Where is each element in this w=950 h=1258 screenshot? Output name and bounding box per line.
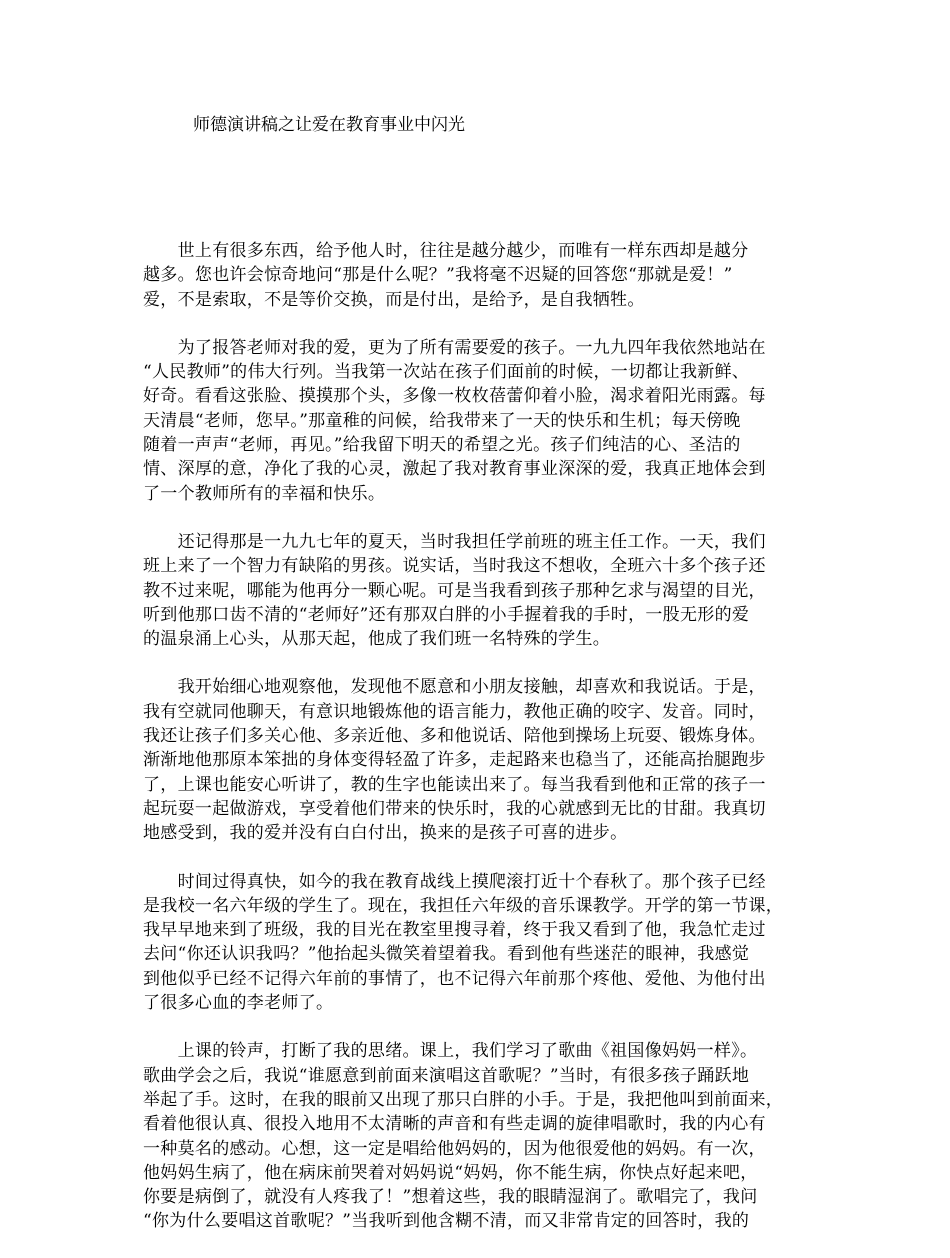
text-line: 了，上课也能安心听讲了，教的生字也能读出来了。每当我看到他和正常的孩子一 — [143, 774, 766, 795]
paragraph — [143, 336, 819, 506]
text-line: 还记得那是一九九七年的夏天，当时我担任学前班的班主任工作。一天，我们 — [143, 531, 766, 552]
text-line: 听到他那口齿不清的“老师好”还有那双白胖的小手握着我的手时，一股无形的爱 — [143, 604, 750, 625]
text-line: 我开始细心地观察他，发现他不愿意和小朋友接触，却喜欢和我说话。于是， — [143, 677, 766, 698]
text-line: 了一个教师所有的幸福和快乐。 — [143, 483, 386, 504]
paragraph — [143, 239, 819, 312]
paragraph — [143, 1039, 819, 1233]
text-line: 渐渐地他那原本笨拙的身体变得轻盈了许多，走起路来也稳当了，还能高抬腿跑步 — [143, 750, 766, 771]
document-title: 师德演讲稿之让爱在教育事业中闪光 — [193, 115, 465, 135]
text-line: “人民教师”的伟大行列。当我第一次站在孩子们面前的时候，一切都让我新鲜、 — [143, 362, 750, 383]
text-line: “你为什么要唱这首歌呢？”当我听到他含糊不清，而又非常肯定的回答时，我的 — [143, 1211, 750, 1232]
text-line: 好奇。看看这张脸、摸摸那个头，多像一枚枚蓓蕾仰着小脸，渴求着阳光雨露。每 — [143, 386, 766, 407]
paragraph — [143, 530, 819, 651]
text-line: 起玩耍一起做游戏，享受着他们带来的快乐时，我的心就感到无比的甘甜。我真切 — [143, 798, 766, 819]
text-line: 爱，不是索取，不是等价交换，而是付出，是给予，是自我牺牲。 — [143, 289, 645, 310]
paragraph — [143, 870, 819, 1016]
text-line: 班上来了一个智力有缺陷的男孩。说实话，当时我这不想收，全班六十多个孩子还 — [143, 556, 766, 577]
document-body — [143, 239, 819, 1258]
text-line: 越多。您也许会惊奇地问“那是什么呢？”我将毫不迟疑的回答您“那就是爱！” — [143, 265, 733, 286]
text-line: 时间过得真快，如今的我在教育战线上摸爬滚打近十个春秋了。那个孩子已经 — [143, 871, 766, 892]
text-line: 上课的铃声，打断了我的思绪。课上，我们学习了歌曲《祖国像妈妈一样》。 — [143, 1041, 758, 1062]
text-line: 我早早地来到了班级，我的目光在教室里搜寻着，终于我又看到了他，我急忙走过 — [143, 920, 766, 941]
text-line: 看着他很认真、很投入地用不太清晰的声音和有些走调的旋律唱歌时，我的内心有 — [143, 1114, 766, 1135]
text-line: 举起了手。这时，在我的眼前又出现了那只白胖的小手。于是，我把他叫到前面来， — [143, 1089, 784, 1110]
text-line: 你要是病倒了，就没有人疼我了！”想着这些，我的眼睛湿润了。歌唱完了，我问 — [143, 1187, 758, 1208]
text-line: 到他似乎已经不记得六年前的事情了，也不记得六年前那个疼他、爱他、为他付出 — [143, 968, 766, 989]
text-line: 随着一声声“老师，再见。”给我留下明天的希望之光。孩子们纯洁的心、圣洁的 — [143, 435, 741, 456]
text-line: 天清晨“老师，您早。”那童稚的问候，给我带来了一天的快乐和生机；每天傍晚 — [143, 410, 741, 431]
text-line: 了很多心血的李老师了。 — [143, 993, 334, 1014]
text-line: 的温泉涌上心头，从那天起，他成了我们班一名特殊的学生。 — [143, 629, 611, 650]
text-line: 他妈妈生病了，他在病床前哭着对妈妈说“妈妈，你不能生病，你快点好起来吧， — [143, 1162, 758, 1183]
text-line: 一种莫名的感动。心想，这一定是唱给他妈妈的，因为他很爱他的妈妈。有一次， — [143, 1138, 766, 1159]
text-line: 我有空就同他聊天，有意识地锻炼他的语言能力，教他正确的咬字、发音。同时， — [143, 701, 766, 722]
text-line: 地感受到，我的爱并没有白白付出，换来的是孩子可喜的进步。 — [143, 823, 628, 844]
text-line: 情、深厚的意，净化了我的心灵，激起了我对教育事业深深的爱，我真正地体会到 — [143, 459, 766, 480]
text-line: 教不过来呢，哪能为他再分一颗心呢。可是当我看到孩子那种乞求与渴望的目光， — [143, 580, 766, 601]
text-line: 是我校一名六年级的学生了。现在，我担任六年级的音乐课教学。开学的第一节课， — [143, 895, 784, 916]
text-line: 我还让孩子们多关心他、多亲近他、多和他说话、陪他到操场上玩耍、锻炼身体。 — [143, 726, 766, 747]
paragraph — [143, 675, 819, 845]
text-line: 世上有很多东西，给予他人时，往往是越分越少，而唯有一样东西却是越分 — [143, 241, 749, 261]
text-line: 为了报答老师对我的爱，更为了所有需要爱的孩子。一九九四年我依然地站在 — [143, 337, 766, 358]
text-line: 歌曲学会之后，我说“谁愿意到前面来演唱这首歌呢？”当时，有很多孩子踊跃地 — [143, 1065, 750, 1086]
text-line: 去问“你还认识我吗？”他抬起头微笑着望着我。看到他有些迷茫的眼神，我感觉 — [143, 944, 750, 965]
